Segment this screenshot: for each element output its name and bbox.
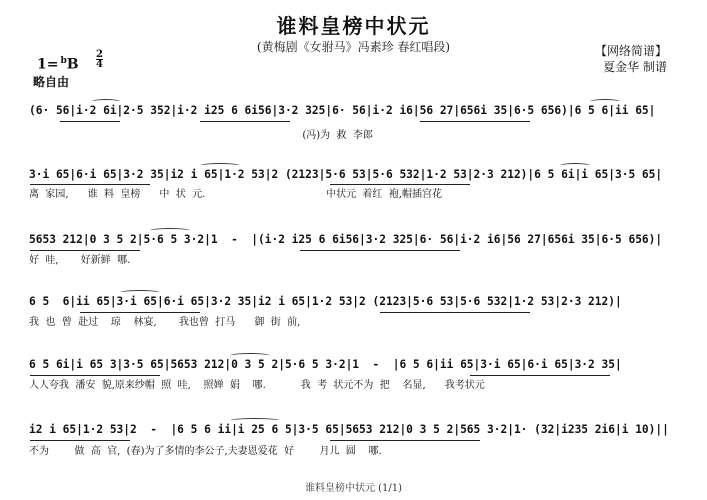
notation-line-3: 5653 212|0 3 5 2|5·6 5 3·2|1 - |(i·2 i25 6 6i56|3·2 325|6· 56|i·2 i6|56 27|656i 35|6·5 656)|: [29, 233, 663, 246]
beam-underline: [380, 312, 530, 313]
key-note: B: [66, 56, 79, 73]
tempo-marking: 略自由: [33, 75, 70, 89]
beam-underline: [300, 250, 460, 251]
source-label: 【网络简谱】: [594, 44, 667, 58]
subtitle: (黄梅剧《女驸马》冯素珍 春红唱段): [256, 40, 451, 54]
lyrics-line-5: 人人夸我 潘安 貌,原来纱帽 照 哇, 照婵 娟 哪. 我 考 状元不为 把 名显, 我考状元: [29, 380, 485, 391]
time-signature: [96, 50, 103, 69]
slur-mark: [560, 163, 590, 168]
beam-underline: [30, 440, 130, 441]
beam-underline: [30, 184, 150, 185]
page-title: 谁料皇榜中状元: [276, 14, 431, 38]
meter-top: 2: [96, 49, 103, 60]
page-footer: 谁料皇榜中状元 (1/1): [304, 483, 403, 494]
beam-underline: [30, 375, 160, 376]
notation-line-2: 3·i 65|6·i 65|3·2 35|i2 i 65|1·2 53|2 (2123|5·6 53|5·6 532|1·2 53|2·3 212)|6 5 6i|i 65|3·5 65|: [29, 168, 663, 181]
lyrics-line-2: 离 家园, 谁 料 皇榜 中 状 元. 中状元 着红 袍,帽插宫花: [29, 189, 442, 200]
slur-mark: [120, 290, 160, 295]
slur-mark: [590, 99, 620, 104]
key-signature: [37, 56, 79, 73]
lyrics-line-4: 我 也 曾 赴过 琼 林宴, 我也曾 打马 御 街 前,: [29, 317, 301, 328]
meter-bottom: 4: [96, 59, 103, 70]
slur-mark: [200, 163, 240, 168]
slur-mark: [92, 99, 120, 104]
key-prefix: 1=: [37, 56, 59, 73]
beam-underline: [470, 375, 610, 376]
lyrics-line-1: (冯)为 救 李郎: [29, 130, 373, 141]
beam-underline: [330, 184, 470, 185]
beam-underline: [420, 121, 530, 122]
slur-mark: [150, 228, 190, 233]
beam-underline: [60, 121, 120, 122]
lyrics-line-3: 好 哇, 好新鲜 哪.: [29, 255, 131, 266]
beam-underline: [30, 250, 140, 251]
arranger-credit: 夏金华 制谱: [603, 60, 667, 74]
slur-mark: [230, 418, 280, 423]
notation-line-5: 6 5 6i|i 65 3|3·5 65|5653 212|0 3 5 2|5·6 5 3·2|1 - |6 5 6|ii 65|3·i 65|6·i 65|3·2 35|: [29, 358, 622, 371]
flat-sign: b: [60, 56, 67, 66]
lyrics-line-6: 不为 做 高 官, (春)为了多情的李公子,夫妻恩爱花 好 月儿 圆 哪.: [29, 446, 382, 457]
slur-mark: [230, 353, 270, 358]
beam-underline: [330, 440, 480, 441]
notation-line-4: 6 5 6|ii 65|3·i 65|6·i 65|3·2 35|i2 i 65|1·2 53|2 (2123|5·6 53|5·6 532|1·2 53|2·3 212)|: [29, 295, 622, 308]
notation-line-1: (6· 56|i·2 6i|2·5 352|i·2 i25 6 6i56|3·2 325|6· 56|i·2 i6|56 27|656i 35|6·5 656)|6 5 6|ii 65|: [29, 104, 656, 117]
notation-line-6: i2 i 65|1·2 53|2 - |6 5 6 ii|i 25 6 5|3·5 65|5653 212|0 3 5 2|565 3·2|1· (32|i235 2i6|i 10)||: [29, 423, 669, 436]
beam-underline: [80, 312, 200, 313]
beam-underline: [200, 121, 290, 122]
